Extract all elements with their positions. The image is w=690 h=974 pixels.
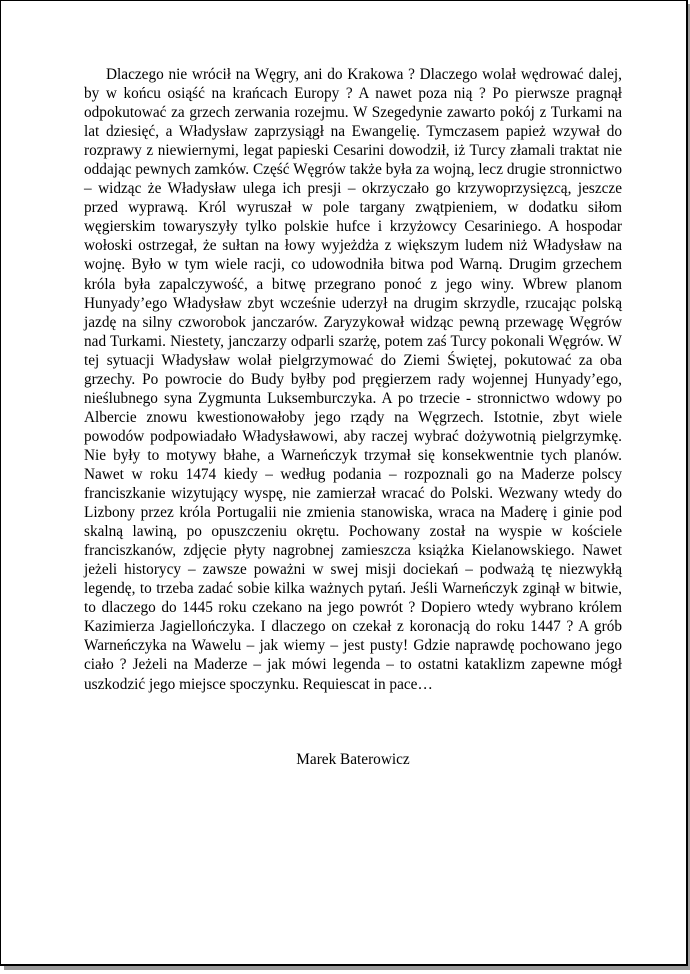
body-paragraph: Dlaczego nie wrócił na Węgry, ani do Krakowa ? Dlaczego wolał wędrować dalej, by w końcu osiąść na krańcach Europy ? A nawet poza nią ? Po pierwsze pragnął odpokutować za grzech zerwania rozejmu. W Szegedynie zawarto pokój z Turkami na lat dziesięć, a Władysław zaprzysiągł na Ewangelię. Tymczasem papież wzywał do rozprawy z niewiernymi, legat papieski Cesarini dowodził, iż Turcy złamali traktat nie oddając pewnych zamków. Część Węgrów także była za wojną, lecz drugie stronnictwo – widząc że Władysław ulega ich presji – okrzyczało go krzywoprzysięzcą, jeszcze przed wyprawą. Król wyruszał w pole targany zwątpieniem, w dodatku siłom węgierskim towaryszyły tylko polskie hufce i krzyżowcy Cesariniego. A hospodar wołoski ostrzegał, że sułtan na łowy wyjeżdża z większym ludem niż Władysław na wojnę. Było w tym wiele racji, co udowodniła bitwa pod Warną. Drugim grzechem króla była zapalczywość, a bitwę przegrano ponoć z jego winy. Wbrew planom Hunyady’ego Władysław zbyt wcześnie uderzył na drugim skrzydle, rzucając polską jazdę na silny czworobok janczarów. Zaryzykował widząc pewną przewagę Węgrów nad Turkami. Niestety, janczarzy odparli szarżę, potem zaś Turcy pokonali Węgrów. W tej sytuacji Władysław wolał pielgrzymować do Ziemi Świętej, pokutować za oba grzechy. Po powrocie do Budy byłby pod pręgierzem rady wojennej Hunyady’ego, nieślubnego syna Zygmunta Luksemburczyka. A po trzecie - stronnictwo wdowy po Albercie znowu kwestionowałoby jego rządy na Węgrzech. Istotnie, zbyt wiele powodów podpowiadało Władysławowi, aby raczej wybrać dożywotnią pielgrzymkę. Nie były to motywy błahe, a Warneńczyk trzymał się konsekwentnie tych planów. Nawet w roku 1474 kiedy – według podania – rozpoznali go na Maderze polscy franciszkanie wizytujący wyspę, nie zamierzał wracać do Polski. Wezwany wtedy do Lizbony przez króla Portugalii nie zmienia stanowiska, wraca na Maderę i ginie pod skalną lawiną, po opuszczeniu okrętu. Pochowany został na wyspie w kościele franciszkanów, zdjęcie płyty nagrobnej zamieszcza książka Kielanowskiego. Nawet jeżeli historycy – zawsze poważni w swej misji dociekań – podważą tę niezwykłą legendę, to trzeba zadać sobie kilka ważnych pytań. Jeśli Warneńczyk zginął w bitwie, to dlaczego do 1445 roku czekano na jego powrót ? Dopiero wtedy wybrano królem Kazimierza Jagiellończyka. I dlaczego on czekał z koronacją do roku 1447 ? A grób Warneńczyka na Wawelu – jak wiemy – jest pusty! Gdzie naprawdę pochowano jego ciało ? Jeżeli na Maderze – jak mówi legenda – to ostatni kataklizm zapewne mógł uszkodzić jego miejsce spoczynku. Requiescat in pace…: [84, 66, 622, 693]
page-shadow-bottom: [4, 966, 690, 970]
author-signature: Marek Baterowicz: [296, 751, 410, 768]
